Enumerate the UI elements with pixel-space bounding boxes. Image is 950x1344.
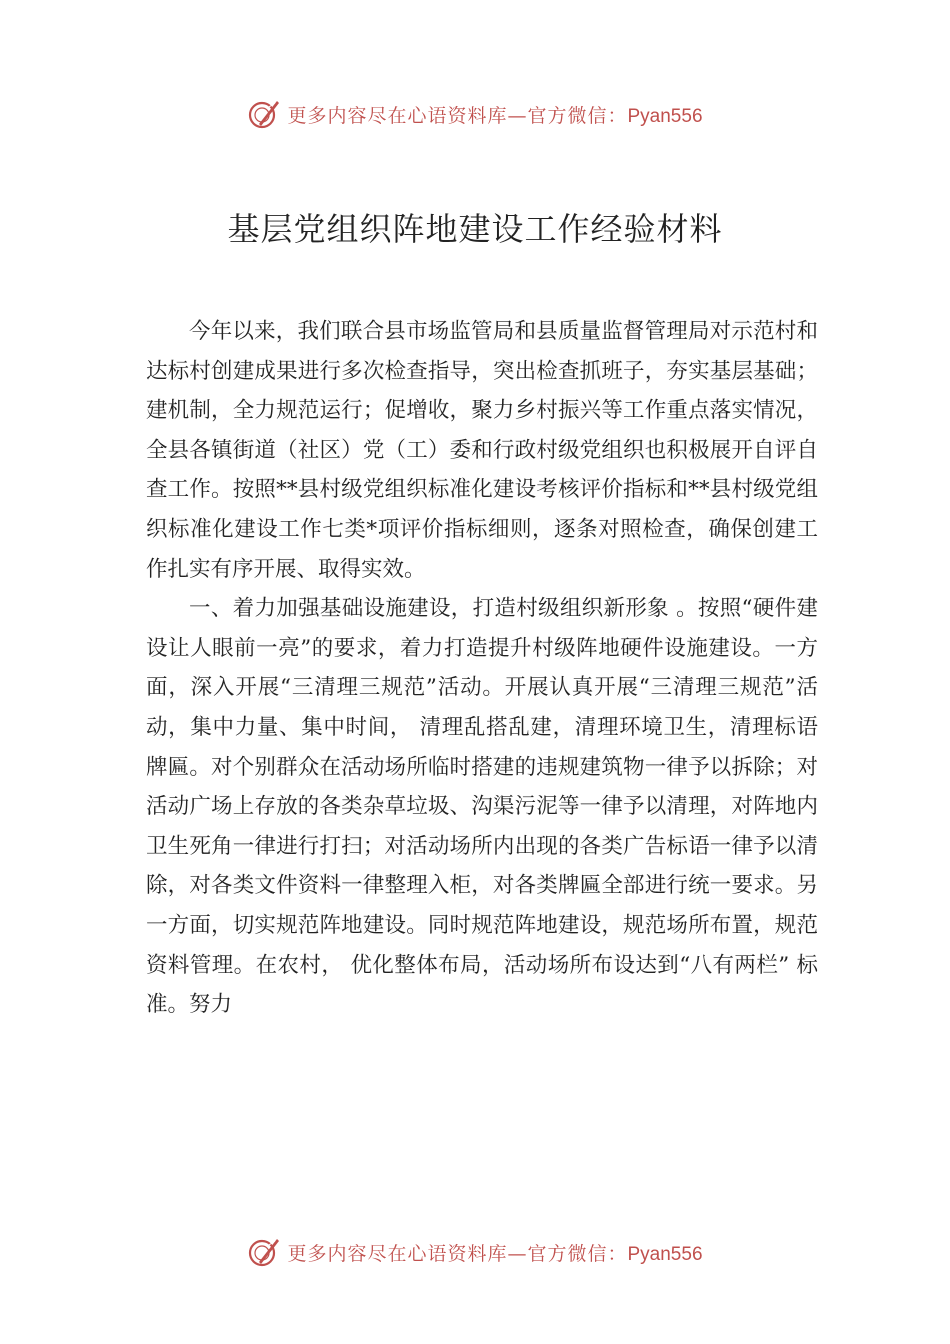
quill-logo-icon bbox=[247, 97, 281, 131]
document-body bbox=[146, 312, 818, 1025]
watermark-main-text: 更多内容尽在心语资料库—官方微信： bbox=[287, 104, 628, 127]
quill-logo-icon bbox=[247, 1235, 281, 1269]
document-title: 基层党组织阵地建设工作经验材料 bbox=[227, 210, 723, 248]
watermark-main-text: 更多内容尽在心语资料库—官方微信： bbox=[287, 1242, 628, 1265]
paragraph-intro: 今年以来，我们联合县市场监管局和县质量监督管理局对示范村和达标村创建成果进行多次检查指导，突出检查抓班子，夯实基层基础；建机制，全力规范运行；促增收，聚力乡村振兴等工作重点落实情况，全县各镇街道（社区）党（工）委和行政村级党组织也积极展开自评自查工作。按照**县村级党组织标准化建设考核评价指标和**县村级党组织标准化建设工作七类*项评价指标细则，逐条对照检查，确保创建工作扎实有序开展、取得实效。 bbox=[146, 319, 818, 582]
paragraph-section-one: 一、着力加强基础设施建设，打造村级组织新形象 。按照“硬件建设让人眼前一亮”的要求，着力打造提升村级阵地硬件设施建设。一方面，深入开展“三清理三规范”活动。开展认真开展“三清理三规范”活动，集中力量、集中时间， 清理乱搭乱建，清理环境卫生，清理标语牌匾。对个别群众在活动场所临时搭建的违规建筑物一律予以拆除；对活动广场上存放的各类杂草垃圾、沟渠污泥等一律予以清理，对阵地内卫生死角一律进行打扫；对活动场所内出现的各类广告标语一律予以清除，对各类文件资料一律整理入柜，对各类牌匾全部进行统一要求。另一方面，切实规范阵地建设。同时规范阵地建设，规范场所布置，规范资料管理。在农村， 优化整体布局，活动场所布设达到“八有两栏” 标准。努力 bbox=[146, 596, 818, 1018]
watermark-wechat-id: Pyan556 bbox=[627, 1243, 703, 1265]
watermark-wechat-id: Pyan556 bbox=[627, 105, 703, 127]
watermark-text bbox=[287, 1239, 702, 1266]
watermark-footer bbox=[0, 1232, 950, 1272]
watermark-text bbox=[287, 101, 702, 128]
watermark-header bbox=[0, 94, 950, 134]
